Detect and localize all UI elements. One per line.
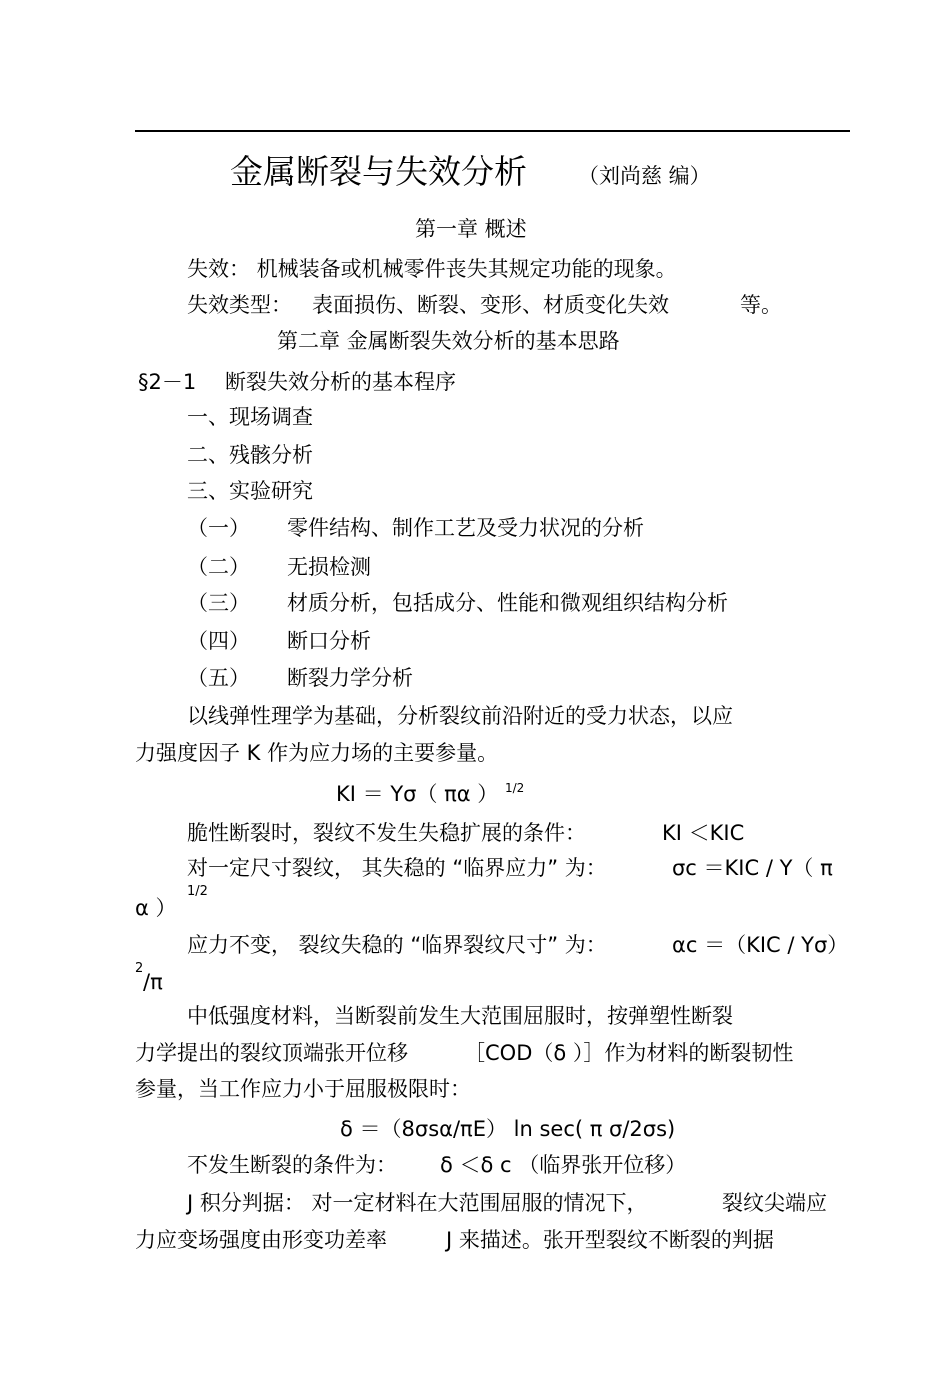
step-2: 二、残骸分析 (187, 443, 313, 467)
j-integral-line-2b: J 来描述。张开型裂纹不断裂的判据 (446, 1228, 774, 1252)
substep-3: 材质分析，包括成分、性能和微观组织结构分析 (287, 591, 728, 615)
failure-types-value: 表面损伤、断裂、变形、材质变化失效 (312, 293, 669, 317)
chapter-1-heading: 第一章 概述 (415, 217, 527, 241)
section-title: 断裂失效分析的基本程序 (225, 370, 456, 394)
paragraph-1-line-1: 以线弹性理学为基础，分析裂纹前沿附近的受力状态，以应 (187, 704, 733, 728)
paragraph-2-line-3: 参量，当工作应力小于屈服极限时： (135, 1077, 471, 1101)
substep-2: 无损检测 (287, 555, 371, 579)
brittle-fracture-condition: KI ＜KIC (662, 821, 745, 845)
document-title: 金属断裂与失效分析 (230, 152, 527, 191)
formula-k1-exponent: 1/2 (504, 781, 525, 795)
failure-types-label: 失效类型： (187, 293, 292, 317)
paragraph-2-line-2a: 力学提出的裂纹顶端张开位移 (135, 1041, 408, 1065)
substep-1: 零件结构、制作工艺及受力状况的分析 (287, 516, 644, 540)
formula-cod: δ ＝（8σsα/πE） ln sec( π σ/2σs) (340, 1117, 676, 1141)
paragraph-1-line-2: 力强度因子 K 作为应力场的主要参量。 (135, 741, 499, 765)
step-1: 一、现场调查 (187, 405, 313, 429)
document-author: （刘尚慈 编） (578, 164, 711, 188)
formula-k1 (336, 781, 525, 806)
chapter-2-heading: 第二章 金属断裂失效分析的基本思路 (277, 329, 620, 353)
critical-size-formula: αc ＝（KIC / Yσ） (672, 933, 849, 957)
critical-stress-formula: σc ＝KIC / Y（ π (672, 856, 833, 880)
substep-5: 断裂力学分析 (287, 666, 413, 690)
critical-size-text: 应力不变， 裂纹失稳的 “临界裂纹尺寸” 为： (187, 933, 607, 957)
substep-5-number: （五） (187, 666, 250, 690)
critical-size-tail: /π (143, 970, 163, 994)
substep-1-number: （一） (187, 516, 250, 540)
j-integral-line-1a: J 积分判据： 对一定材料在大范围屈服的情况下， (187, 1191, 648, 1215)
step-3: 三、实验研究 (187, 479, 313, 503)
substep-4: 断口分析 (287, 629, 371, 653)
paragraph-2-line-2b: ［COD（δ ）］作为材料的断裂韧性 (464, 1041, 794, 1065)
brittle-fracture-text: 脆性断裂时，裂纹不发生失稳扩展的条件： (187, 821, 586, 845)
j-integral-line-1b: 裂纹尖端应 (722, 1191, 827, 1215)
substep-3-number: （三） (187, 591, 250, 615)
paragraph-2-line-1: 中低强度材料，当断裂前发生大范围屈服时，按弹塑性断裂 (187, 1004, 733, 1028)
formula-k1-main: KI ＝ Yσ（ πα ） (336, 782, 499, 806)
critical-size-exponent: 2 (135, 961, 144, 976)
no-fracture-text: 不发生断裂的条件为： (187, 1153, 397, 1177)
failure-types-end: 等。 (740, 293, 782, 317)
header-rule (135, 130, 850, 132)
failure-definition: 失效： 机械装备或机械零件丧失其规定功能的现象。 (187, 257, 677, 281)
substep-2-number: （二） (187, 555, 250, 579)
substep-4-number: （四） (187, 629, 250, 653)
no-fracture-condition: δ ＜δ c （临界张开位移） (440, 1153, 687, 1177)
section-number: §2－1 (138, 370, 197, 394)
critical-stress-tail: α ） (135, 896, 177, 920)
critical-stress-text: 对一定尺寸裂纹， 其失稳的 “临界应力” 为： (187, 856, 607, 880)
critical-stress-exponent: 1/2 (187, 884, 208, 899)
j-integral-line-2a: 力应变场强度由形变功差率 (135, 1228, 387, 1252)
